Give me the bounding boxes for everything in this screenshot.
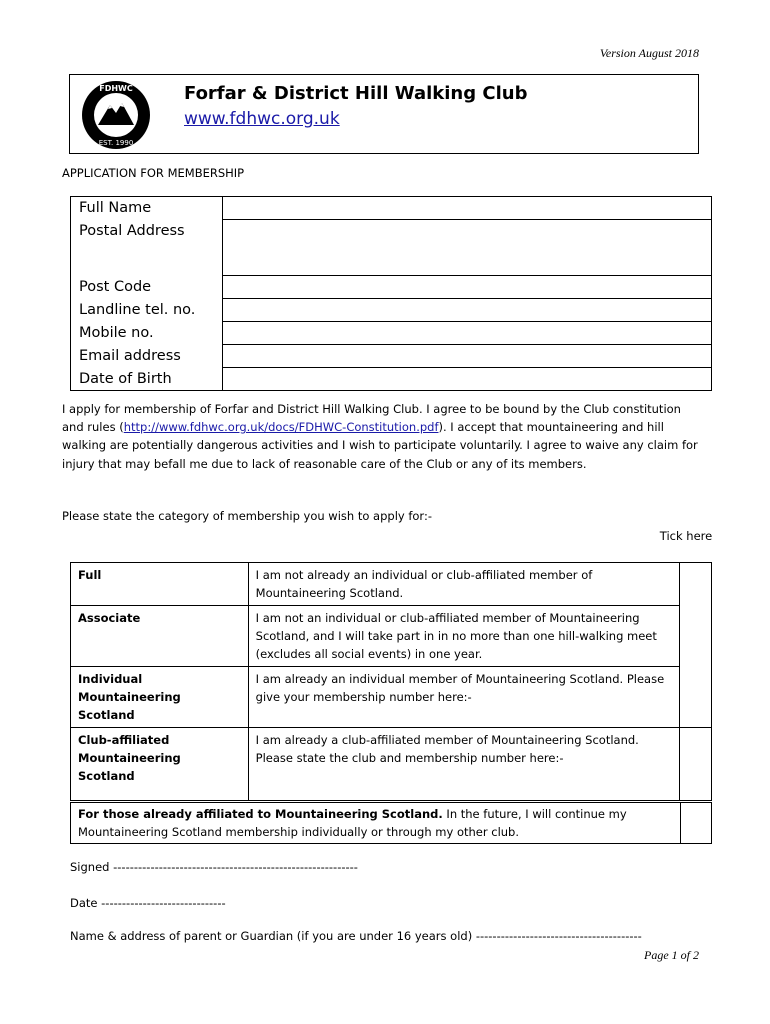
- email-input[interactable]: [223, 345, 712, 368]
- label-mobile: Mobile no.: [71, 322, 223, 345]
- tick-box-full[interactable]: [679, 563, 711, 728]
- category-name: Individual Mountaineering Scotland: [71, 667, 249, 728]
- postal-address-input[interactable]: [223, 220, 712, 276]
- category-desc: I am not an individual or club-affiliated member of Mountaineering Scotland, and I will take part in in no more than one hill-walking meet (excludes all social events) in one year.: [248, 606, 679, 667]
- tick-box-club[interactable]: [679, 728, 711, 801]
- category-table: [70, 562, 712, 801]
- logo-text-top: FDHWC: [99, 84, 133, 93]
- page-number: Page 1 of 2: [644, 948, 699, 962]
- category-desc: I am not already an individual or club-affiliated member of Mountaineering Scotland.: [248, 563, 679, 606]
- mobile-input[interactable]: [223, 322, 712, 345]
- details-table: [70, 196, 712, 391]
- category-desc: I am already a club-affiliated member of Mountaineering Scotland. Please state the club and membership number here:-: [248, 728, 679, 801]
- label-email: Email address: [71, 345, 223, 368]
- affiliation-text: [71, 803, 681, 844]
- tick-box-affiliation[interactable]: [681, 803, 712, 844]
- label-landline: Landline tel. no.: [71, 299, 223, 322]
- label-full-name: Full Name: [71, 197, 223, 220]
- affiliation-table: [70, 802, 712, 844]
- affiliation-rest: In the future, I will continue my Mountaineering Scotland membership individually or through my other club.: [78, 807, 627, 839]
- full-name-input[interactable]: [223, 197, 712, 220]
- guardian-line[interactable]: Name & address of parent or Guardian (if you are under 16 years old) ----------------------------------------: [70, 929, 642, 943]
- category-name: Full: [71, 563, 249, 606]
- label-post-code: Post Code: [71, 276, 223, 299]
- tick-here-header: Tick here: [659, 529, 713, 543]
- version-label: Version August 2018: [599, 46, 699, 60]
- declaration-part2: ). I accept that mountaineering and hill walking are potentially dangerous activities and I wish to participate voluntarily. I agree to waive any claim for injury that may befall me due to lack of reasonable care of the Club or any of its members.: [62, 420, 698, 471]
- header-box: [69, 74, 699, 154]
- category-row-associate: [71, 606, 712, 667]
- date-line[interactable]: Date ------------------------------: [70, 896, 226, 910]
- signed-line[interactable]: Signed -----------------------------------------------------------: [70, 860, 358, 874]
- club-name: Forfar & District Hill Walking Club: [184, 83, 528, 104]
- form-title: APPLICATION FOR MEMBERSHIP: [62, 166, 245, 180]
- category-row-full: [71, 563, 712, 606]
- logo-text-bottom: EST. 1990: [98, 139, 134, 147]
- category-row-club: [71, 728, 712, 801]
- declaration-paragraph: [62, 400, 702, 473]
- category-name: Club-affiliated Mountaineering Scotland: [71, 728, 249, 801]
- landline-input[interactable]: [223, 299, 712, 322]
- declaration-part1: I apply for membership of Forfar and District Hill Walking Club. I agree to be bound by the Club constitution and rules (: [62, 402, 681, 435]
- post-code-input[interactable]: [223, 276, 712, 299]
- dob-input[interactable]: [223, 368, 712, 391]
- category-prompt: Please state the category of membership you wish to apply for:-: [62, 509, 432, 523]
- label-postal-address: Postal Address: [71, 220, 223, 276]
- category-name: Associate: [71, 606, 249, 667]
- affiliation-bold: For those already affiliated to Mountaineering Scotland.: [78, 807, 443, 821]
- constitution-link[interactable]: http://www.fdhwc.org.uk/docs/FDHWC-Constitution.pdf: [123, 420, 439, 435]
- club-logo: [80, 79, 152, 151]
- category-row-individual: [71, 667, 712, 728]
- category-desc: I am already an individual member of Mountaineering Scotland. Please give your membership number here:-: [248, 667, 679, 728]
- club-url-link[interactable]: www.fdhwc.org.uk: [184, 109, 340, 129]
- label-dob: Date of Birth: [71, 368, 223, 391]
